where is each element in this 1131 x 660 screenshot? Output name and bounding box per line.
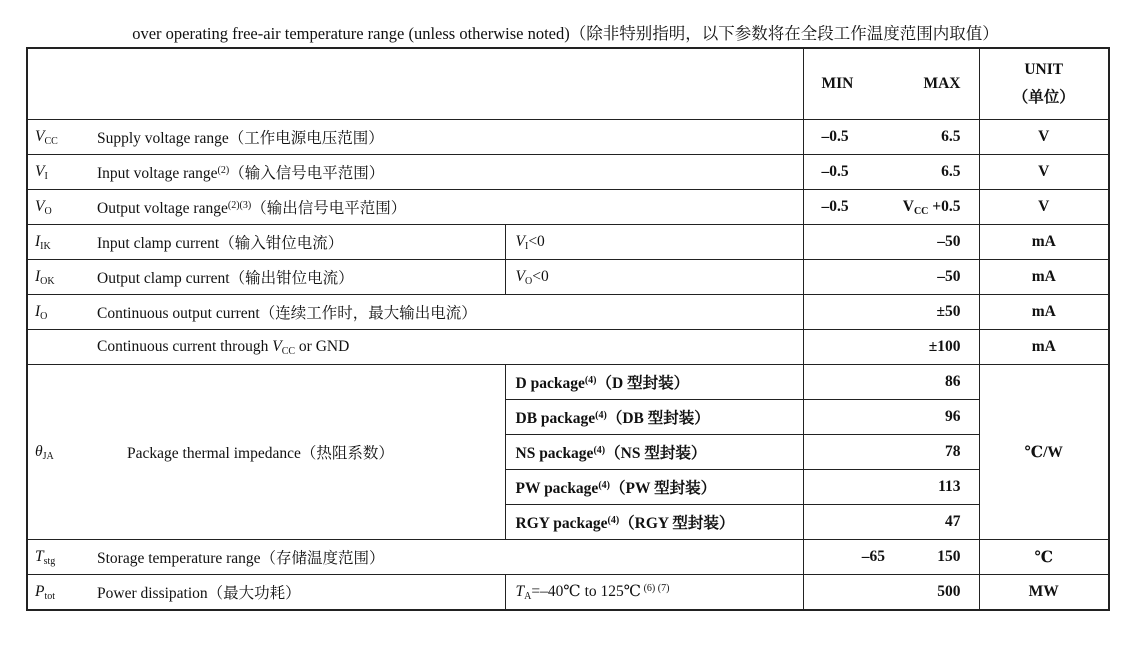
max-value: 86 [889,365,979,400]
unit-label: UNIT [1024,61,1064,79]
param-description: Supply voltage range（工作电源电压范围） [97,120,803,155]
max-value: 47 [889,505,979,540]
package-cell: PW package$^{(4)}$（PW 型封装） [505,470,803,505]
unit-value: mA [979,295,1109,330]
param-symbol: $I_{IK}$ [27,225,97,260]
min-value: –65 [803,540,889,575]
max-value: 113 [889,470,979,505]
abs-max-ratings-table [26,47,1110,611]
param-symbol: $V_{CC}$ [27,120,97,155]
unit-value: mA [979,225,1109,260]
max-value: 6.5 [889,120,979,155]
min-value: –0.5 [803,190,889,225]
param-description: Continuous output current（连续工作时，最大输出电流） [97,295,803,330]
max-value: 78 [889,435,979,470]
table-row [27,330,1109,365]
table-row [27,225,1109,260]
param-symbol [27,330,97,365]
unit-label-cn: （单位） [1012,89,1075,106]
unit-value: ℃ [979,540,1109,575]
min-value [803,365,889,400]
param-description: Storage temperature range（存储温度范围） [97,540,803,575]
max-value: 500 [889,575,979,611]
min-value [803,575,889,611]
unit-value: mA [979,330,1109,365]
param-description: Power dissipation（最大功耗） [97,575,505,611]
unit-value: mA [979,260,1109,295]
test-condition: $T_A=-40℃$ to 125℃ $^{(6) (7)}$ [505,575,803,611]
table-row [27,295,1109,330]
param-symbol: $\theta_{JA}$ [27,365,97,540]
param-description: Package thermal impedance（热阻系数） [97,365,505,540]
param-symbol: $V_O$ [27,190,97,225]
package-cell: NS package$^{(4)}$（NS 型封装） [505,435,803,470]
min-value: –0.5 [803,120,889,155]
table-row [27,120,1109,155]
min-value [803,260,889,295]
test-condition: $V_I<0$ [505,225,803,260]
param-description: Input clamp current（输入钳位电流） [97,225,505,260]
min-value [803,225,889,260]
max-value: ±50 [889,295,979,330]
col-unit-header [979,48,1109,120]
param-symbol: $I_{OK}$ [27,260,97,295]
col-max-header: MAX [889,48,979,120]
unit-value: V [979,155,1109,190]
param-description: Input voltage range$^{(2)}$（输入信号电平范围） [97,155,803,190]
table-row [27,540,1109,575]
package-cell: RGY package$^{(4)}$（RGY 型封装） [505,505,803,540]
param-symbol: $P_{tot}$ [27,575,97,611]
min-value [803,295,889,330]
param-description: Output clamp current（输出钳位电流） [97,260,505,295]
min-value [803,470,889,505]
unit-value: MW [979,575,1109,611]
table-row [27,260,1109,295]
table-row [27,575,1109,611]
table-row [27,190,1109,225]
header-note: over operating free-air temperature range (unless otherwise noted)（除非特别指明，以下参数将在全段工作温度范围内取值） [132,24,999,43]
table-row [27,365,1109,400]
min-value [803,435,889,470]
max-value: 96 [889,400,979,435]
param-description: Continuous current through $V_{CC}$ or GND [97,330,803,365]
unit-value: V [979,120,1109,155]
header-blank-cell [27,48,803,120]
max-value: –50 [889,260,979,295]
unit-value: ℃/W [979,365,1109,540]
col-min-header: MIN [803,48,889,120]
max-value: 6.5 [889,155,979,190]
unit-value: V [979,190,1109,225]
param-symbol: $T_{stg}$ [27,540,97,575]
package-cell: D package$^{(4)}$（D 型封装） [505,365,803,400]
max-value: –50 [889,225,979,260]
min-value: –0.5 [803,155,889,190]
min-value [803,400,889,435]
test-condition: $V_O<0$ [505,260,803,295]
max-value: $V_{CC} +0.5$ [889,190,979,225]
table-row [27,155,1109,190]
min-value [803,505,889,540]
table-header-row [27,48,1109,120]
package-cell: DB package$^{(4)}$（DB 型封装） [505,400,803,435]
max-value: 150 [889,540,979,575]
max-value: ±100 [889,330,979,365]
param-symbol: $I_O$ [27,295,97,330]
param-symbol: $V_I$ [27,155,97,190]
param-description: Output voltage range$^{(2)(3)}$（输出信号电平范围） [97,190,803,225]
min-value [803,330,889,365]
